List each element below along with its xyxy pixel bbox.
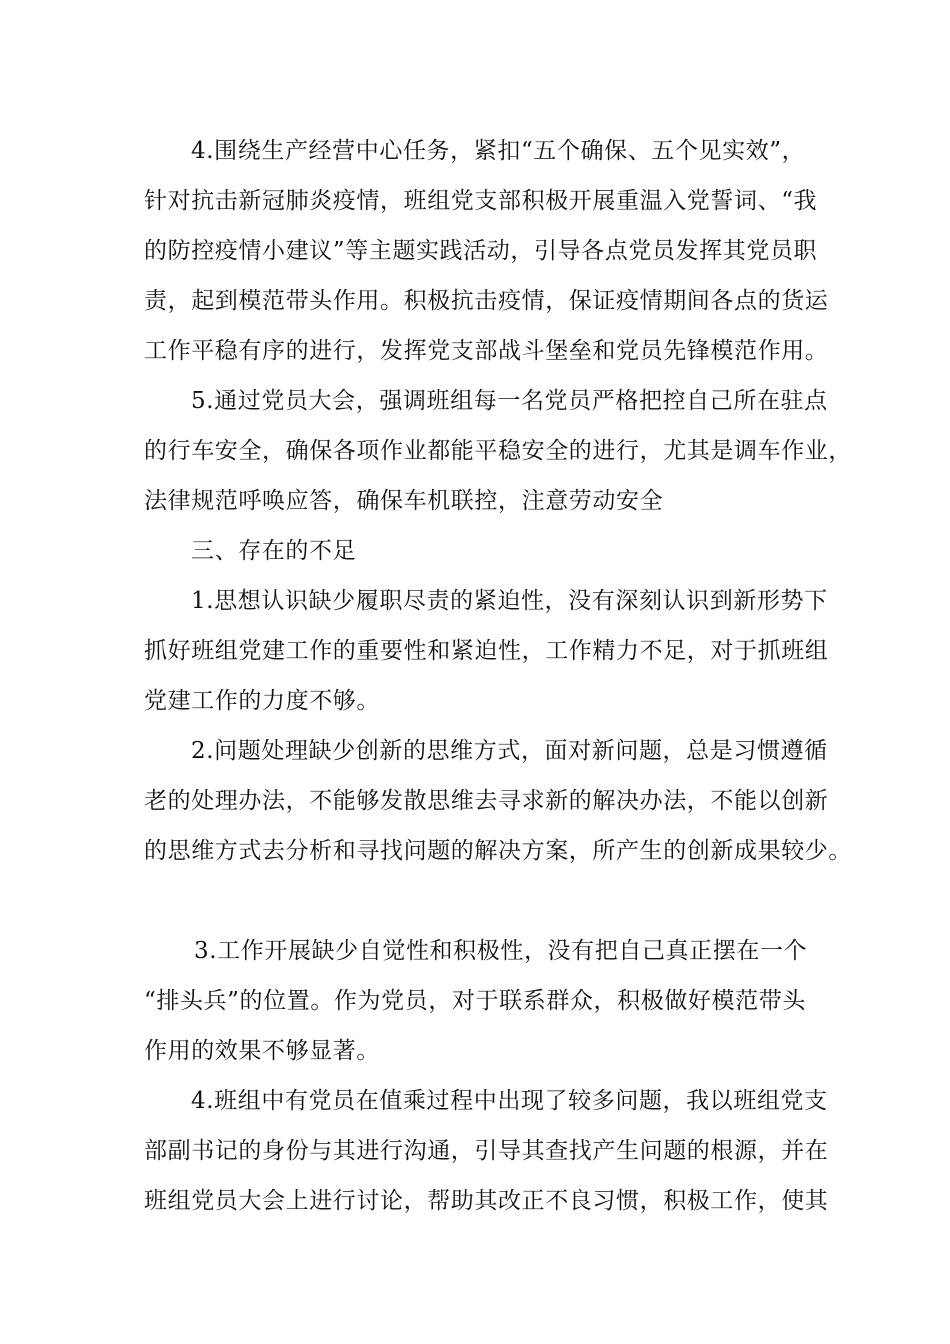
text-line-13: 2.问题处理缺少创新的思维方式，面对新问题，总是习惯遵循 [191,738,828,764]
text-line-19: 4.班组中有党员在值乘过程中出现了较多问题，我以班组党支 [191,1088,828,1114]
text-line-2: 针对抗击新冠肺炎疫情，班组党支部积极开展重温入党誓词、“我 [144,188,818,214]
text-line-3: 的防控疫情小建议”等主题实践活动，引导各点党员发挥其党员职 [144,238,818,264]
text-line-15: 的思维方式去分析和寻找问题的解决方案，所产生的创新成果较少。 [144,838,852,864]
section-heading: 三、存在的不足 [191,538,357,564]
text-line-17: “排头兵”的位置。作为党员，对于联系群众，积极做好模范带头 [144,988,806,1014]
text-line-11: 抓好班组党建工作的重要性和紧迫性，工作精力不足，对于抓班组 [144,638,829,664]
text-line-20: 部副书记的身份与其进行沟通，引导其查找产生问题的根源，并在 [144,1138,829,1164]
text-line-1: 4.围绕生产经营中心任务，紧扣“五个确保、五个见实效”， [191,138,806,164]
text-line-10: 1.思想认识缺少履职尽责的紧迫性，没有深刻认识到新形势下 [191,588,828,614]
text-line-5: 工作平稳有序的进行，发挥党支部战斗堡垒和党员先锋模范作用。 [144,338,829,364]
text-line-16: 3.工作开展缺少自觉性和积极性，没有把自己真正摆在一个 [194,938,808,964]
text-line-7: 的行车安全，确保各项作业都能平稳安全的进行，尤其是调车作业， [144,438,852,464]
text-line-8: 法律规范呼唤应答，确保车机联控，注意劳动安全 [144,488,664,514]
text-line-12: 党建工作的力度不够。 [144,688,380,714]
text-line-6: 5.通过党员大会，强调班组每一名党员严格把控自己所在驻点 [191,388,828,414]
text-line-21: 班组党员大会上进行讨论，帮助其改正不良习惯，积极工作，使其 [144,1188,829,1214]
text-line-14: 老的处理办法，不能够发散思维去寻求新的解决办法，不能以创新 [144,788,829,814]
text-line-18: 作用的效果不够显著。 [144,1038,380,1064]
text-line-4: 责，起到模范带头作用。积极抗击疫情，保证疫情期间各点的货运 [144,288,829,314]
